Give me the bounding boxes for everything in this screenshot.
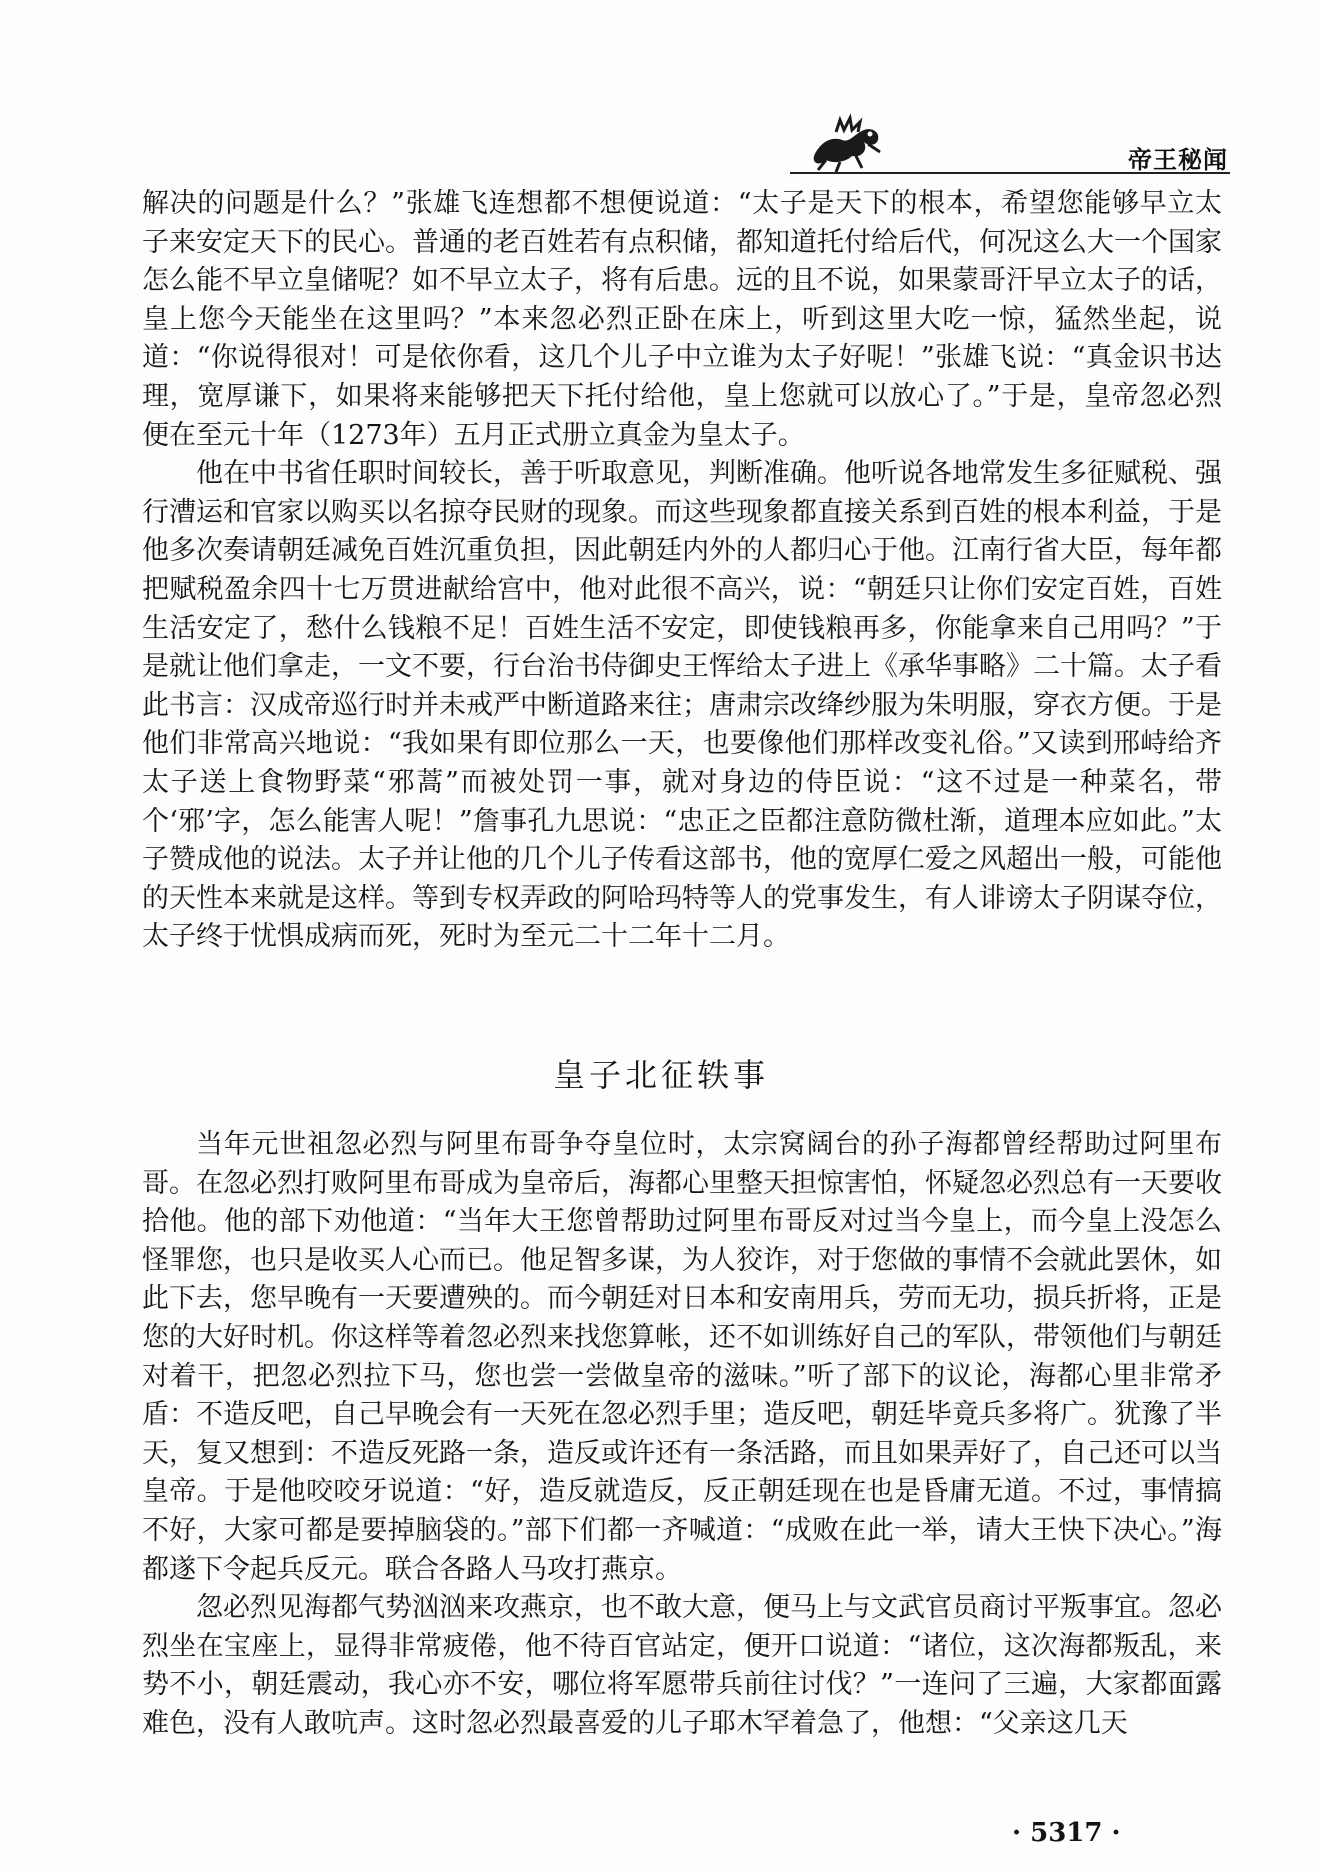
section-2-body <box>142 1126 1222 1744</box>
section-title: 皇子北征轶事 <box>552 1056 769 1094</box>
section-1-body <box>142 185 1222 957</box>
header-rule <box>790 172 1230 174</box>
running-header-title: 帝王秘闻 <box>1128 146 1228 174</box>
paragraph: 当年元世祖忽必烈与阿里布哥争夺皇位时，太宗窝阔台的孙子海都曾经帮助过阿里布哥。在忽必烈打败阿里布哥成为皇帝后，海都心里整天担惊害怕，怀疑忽必烈总有一天要收拾他。他的部下劝他道：“当年大王您曾帮助过阿里布哥反对过当今皇上，而今皇上没怎么怪罪您，也只是收买人心而已。他足智多谋，为人狡诈，对于您做的事情不会就此罢休，如此下去，您早晚有一天要遭殃的。而今朝廷对日本和安南用兵，劳而无功，损兵折将，正是您的大好时机。你这样等着忽必烈来找您算帐，还不如训练好自己的军队，带领他们与朝廷对着干，把忽必烈拉下马，您也尝一尝做皇帝的滋味。”听了部下的议论，海都心里非常矛盾：不造反吧，自己早晚会有一天死在忽必烈手里；造反吧，朝廷毕竟兵多将广。犹豫了半天，复又想到：不造反死路一条，造反或许还有一条活路，而且如果弄好了，自己还可以当皇帝。于是他咬咬牙说道：“好，造反就造反，反正朝廷现在也是昏庸无道。不过，事情搞不好，大家可都是要掉脑袋的。”部下们都一齐喊道：“成败在此一举，请大王快下决心。”海都遂下令起兵反元。联合各路人马攻打燕京。 <box>142 1129 1222 1585</box>
paragraph: 忽必烈见海都气势汹汹来攻燕京，也不敢大意，便马上与文武官员商讨平叛事宜。忽必烈坐在宝座上，显得非常疲倦，他不待百官站定，便开口说道：“诸位，这次海都叛乱，来势不小，朝廷震动，我心亦不安，哪位将军愿带兵前往讨伐？”一连问了三遍，大家都面露难色，没有人敢吭声。这时忽必烈最喜爱的儿子耶木罕着急了，他想：“父亲这几天 <box>142 1592 1222 1739</box>
dragon-icon <box>806 112 886 174</box>
paragraph: 他在中书省任职时间较长，善于听取意见，判断准确。他听说各地常发生多征赋税、强行漕运和官家以购买以名掠夺民财的现象。而这些现象都直接关系到百姓的根本利益，于是他多次奏请朝廷减免百姓沉重负担，因此朝廷内外的人都归心于他。江南行省大臣，每年都把赋税盈余四十七万贯进献给宫中，他对此很不高兴，说：“朝廷只让你们安定百姓，百姓生活安定了，愁什么钱粮不足！百姓生活不安定，即使钱粮再多，你能拿来自己用吗？”于是就让他们拿走，一文不要，行台治书侍御史王恽给太子进上《承华事略》二十篇。太子看此书言：汉成帝巡行时并未戒严中断道路来往；唐肃宗改绛纱服为朱明服，穿衣方便。于是他们非常高兴地说：“我如果有即位那么一天，也要像他们那样改变礼俗。”又读到邢峙给齐太子送上食物野菜“邪蒿”而被处罚一事，就对身边的侍臣说：“这不过是一种菜名，带个‘邪’字，怎么能害人呢！”詹事孔九思说：“忠正之臣都注意防微杜渐，道理本应如此。”太子赞成他的说法。太子并让他的几个儿子传看这部书，他的宽厚仁爱之风超出一般，可能他的天性本来就是这样。等到专权弄政的阿哈玛特等人的党事发生，有人诽谤太子阴谋夺位，太子终于忧惧成病而死，死时为至元二十二年十二月。 <box>142 458 1222 953</box>
paragraph: 解决的问题是什么？”张雄飞连想都不想便说道：“太子是天下的根本，希望您能够早立太子来安定天下的民心。普通的老百姓若有点积储，都知道托付给后代，何况这么大一个国家怎么能不早立皇储呢？如不早立太子，将有后患。远的且不说，如果蒙哥汗早立太子的话，皇上您今天能坐在这里吗？”本来忽必烈正卧在床上，听到这里大吃一惊，猛然坐起，说道：“你说得很对！可是依你看，这几个儿子中立谁为太子好呢！”张雄飞说：“真金识书达理，宽厚谦下，如果将来能够把天下托付给他，皇上您就可以放心了。”于是，皇帝忽必烈便在至元十年（1273年）五月正式册立真金为皇太子。 <box>142 188 1222 451</box>
page-number: · 5317 · <box>1012 1818 1121 1848</box>
